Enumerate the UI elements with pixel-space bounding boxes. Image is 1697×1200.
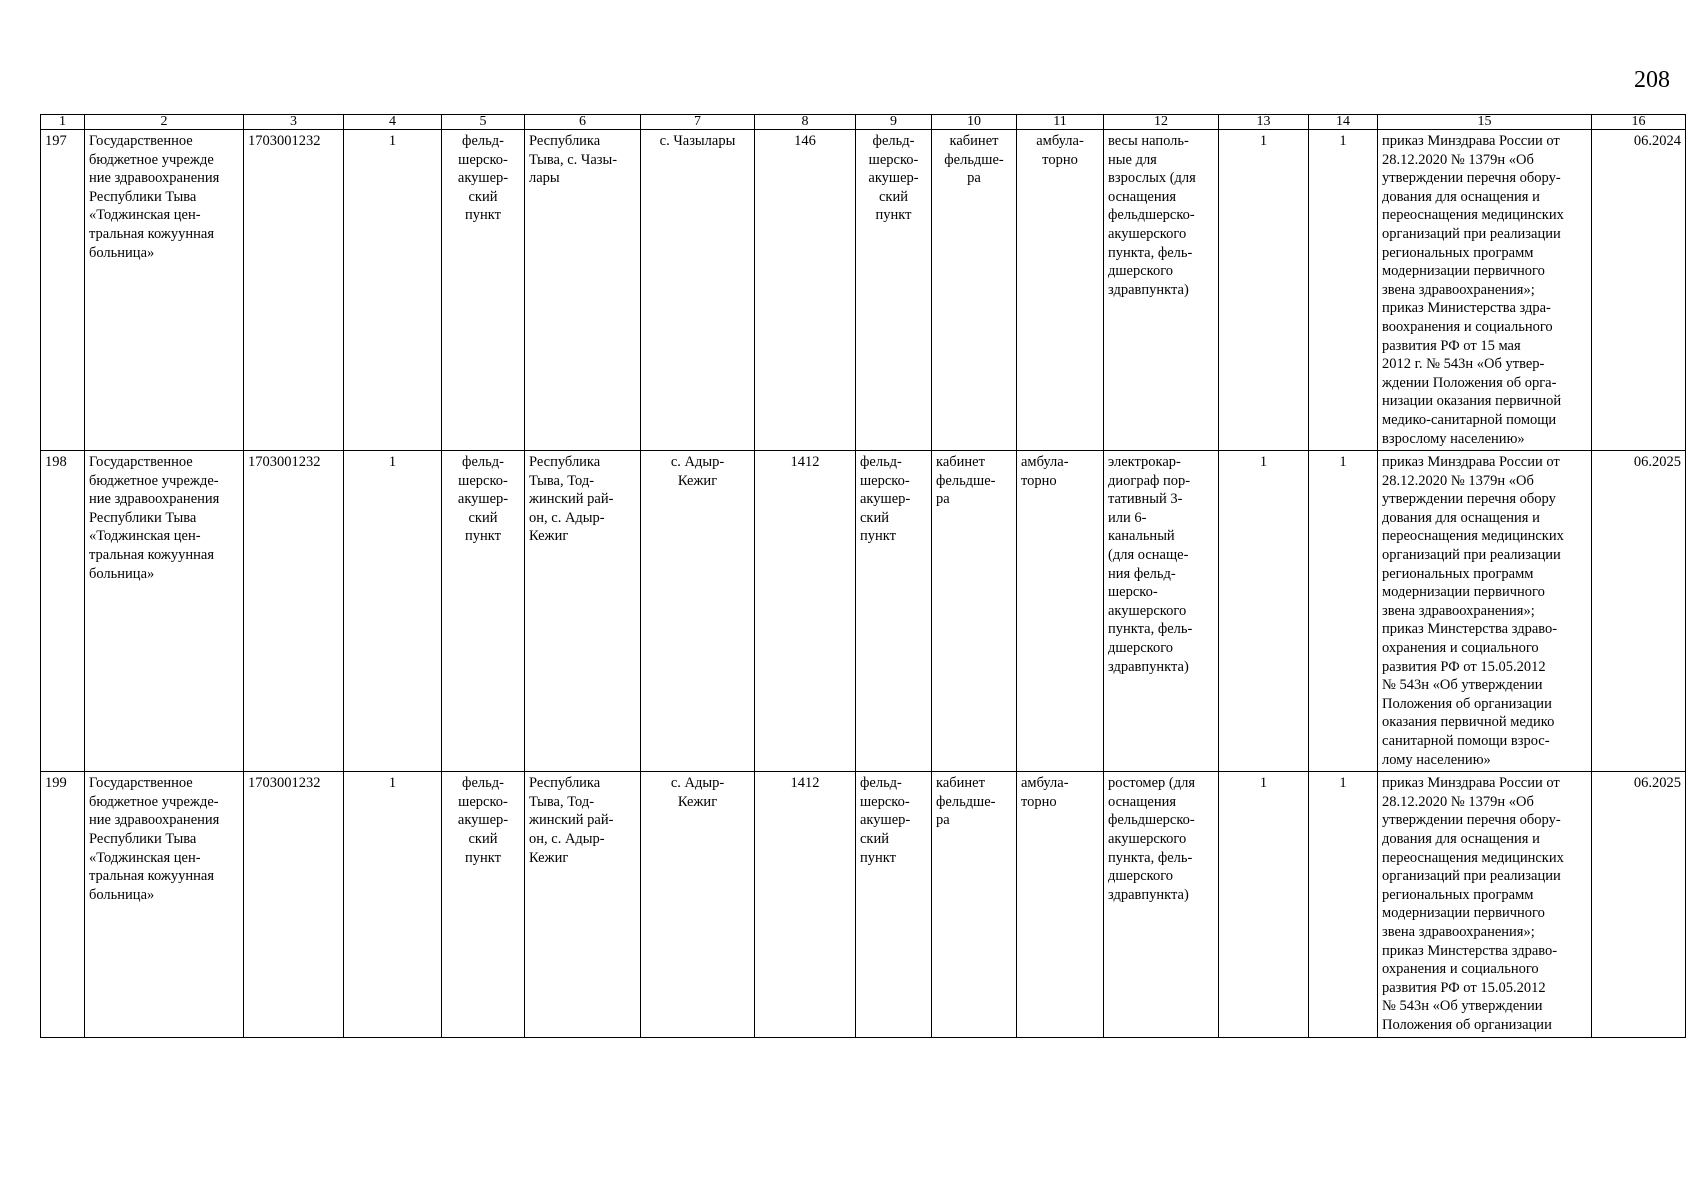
row-number: 199 [41,772,85,1037]
equipment-name: ростомер (для оснащения фельдшерско- акушерского пункта, фель- дшерского здравпункта) [1104,772,1219,1037]
table-row [41,130,1686,451]
column-header: 10 [932,115,1017,130]
row-number: 198 [41,451,85,772]
column-header: 13 [1219,115,1309,130]
inn-code: 1703001232 [244,451,344,772]
population: 1412 [755,451,856,772]
equipment-quantity: 1 [1219,130,1309,451]
column-header: 5 [442,115,525,130]
legal-basis: приказ Минздрава России от 28.12.2020 № 1379н «Об утверждении перечня обору- дования для оснащения и переоснащения медицинских организаций при реализации региональных программ модернизации первичного звена здравоохранения»; приказ Министерства здра- воохранения и социального развития РФ от 15 мая 2012 г. № 543н «Об утвер- ждении Положения об орга- низации оказания первичной медико-санитарной помощи взрослому населению» [1378,130,1592,451]
facility-address: Республика Тыва, с. Чазы- лары [525,130,641,451]
equipment-registry-table [40,114,1686,1038]
equipment-name: электрокар- диограф пор- тативный 3- или 6- канальный (для оснаще- ния фельд- шерско- акушерского пункта, фель- дшерского здравпункта) [1104,451,1219,772]
care-mode: амбула- торно [1017,451,1104,772]
column-number-row [41,115,1686,130]
equipment-quantity: 1 [1219,772,1309,1037]
facility-type: фельд- шерско- акушер- ский пункт [442,130,525,451]
unit-count: 1 [344,772,442,1037]
subdivision-type: фельд- шерско- акушер- ский пункт [856,451,932,772]
care-mode: амбула- торно [1017,772,1104,1037]
table-row [41,451,1686,772]
legal-basis: приказ Минздрава России от 28.12.2020 № 1379н «Об утверждении перечня обору- дования для оснащения и переоснащения медицинских организаций при реализации региональных программ модернизации первичного звена здравоохранения»; приказ Минстерства здраво- охранения и социального развития РФ от 15.05.2012 № 543н «Об утверждении Положения об организации [1378,772,1592,1037]
unit-count: 1 [344,451,442,772]
organization-name: Государственное бюджетное учрежде- ние здравоохранения Республики Тыва «Тоджинская цен- тральная кожуунная больница» [85,772,244,1037]
column-header: 7 [641,115,755,130]
care-mode: амбула- торно [1017,130,1104,451]
organization-name: Государственное бюджетное учрежде- ние здравоохранения Республики Тыва «Тоджинская цен- тральная кожуунная больница» [85,451,244,772]
column-header: 6 [525,115,641,130]
locality: с. Адыр- Кежиг [641,772,755,1037]
column-header: 14 [1309,115,1378,130]
subdivision-type: фельд- шерско- акушер- ский пункт [856,130,932,451]
facility-type: фельд- шерско- акушер- ский пункт [442,451,525,772]
column-header: 16 [1592,115,1686,130]
delivery-date: 06.2024 [1592,130,1686,451]
column-header: 3 [244,115,344,130]
column-header: 9 [856,115,932,130]
equipment-quantity-planned: 1 [1309,130,1378,451]
equipment-quantity-planned: 1 [1309,451,1378,772]
equipment-quantity-planned: 1 [1309,772,1378,1037]
row-number: 197 [41,130,85,451]
equipment-quantity: 1 [1219,451,1309,772]
inn-code: 1703001232 [244,772,344,1037]
equipment-name: весы наполь- ные для взрослых (для оснащения фельдшерско- акушерского пункта, фель- дшерского здравпункта) [1104,130,1219,451]
facility-address: Республика Тыва, Тод- жинский рай- он, с. Адыр- Кежиг [525,772,641,1037]
locality: с. Адыр- Кежиг [641,451,755,772]
legal-basis: приказ Минздрава России от 28.12.2020 № 1379н «Об утверждении перечня обору дования для оснащения и переоснащения медицинских организаций при реализации региональных программ модернизации первичного звена здравоохранения»; приказ Минстерства здраво- охранения и социального развития РФ от 15.05.2012 № 543н «Об утверждении Положения об организации оказания первичной медико санитарной помощи взрос- лому населению» [1378,451,1592,772]
room-name: кабинет фельдше- ра [932,130,1017,451]
column-header: 15 [1378,115,1592,130]
table-row [41,772,1686,1037]
delivery-date: 06.2025 [1592,772,1686,1037]
population: 1412 [755,772,856,1037]
facility-address: Республика Тыва, Тод- жинский рай- он, с. Адыр- Кежиг [525,451,641,772]
unit-count: 1 [344,130,442,451]
column-header: 11 [1017,115,1104,130]
facility-type: фельд- шерско- акушер- ский пункт [442,772,525,1037]
column-header: 1 [41,115,85,130]
delivery-date: 06.2025 [1592,451,1686,772]
column-header: 2 [85,115,244,130]
column-header: 12 [1104,115,1219,130]
column-header: 4 [344,115,442,130]
room-name: кабинет фельдше- ра [932,451,1017,772]
subdivision-type: фельд- шерско- акушер- ский пункт [856,772,932,1037]
column-header: 8 [755,115,856,130]
inn-code: 1703001232 [244,130,344,451]
page-number: 208 [1634,67,1670,93]
organization-name: Государственное бюджетное учрежде ние здравоохранения Республики Тыва «Тоджинская цен- тральная кожуунная больница» [85,130,244,451]
population: 146 [755,130,856,451]
locality: с. Чазылары [641,130,755,451]
room-name: кабинет фельдше- ра [932,772,1017,1037]
